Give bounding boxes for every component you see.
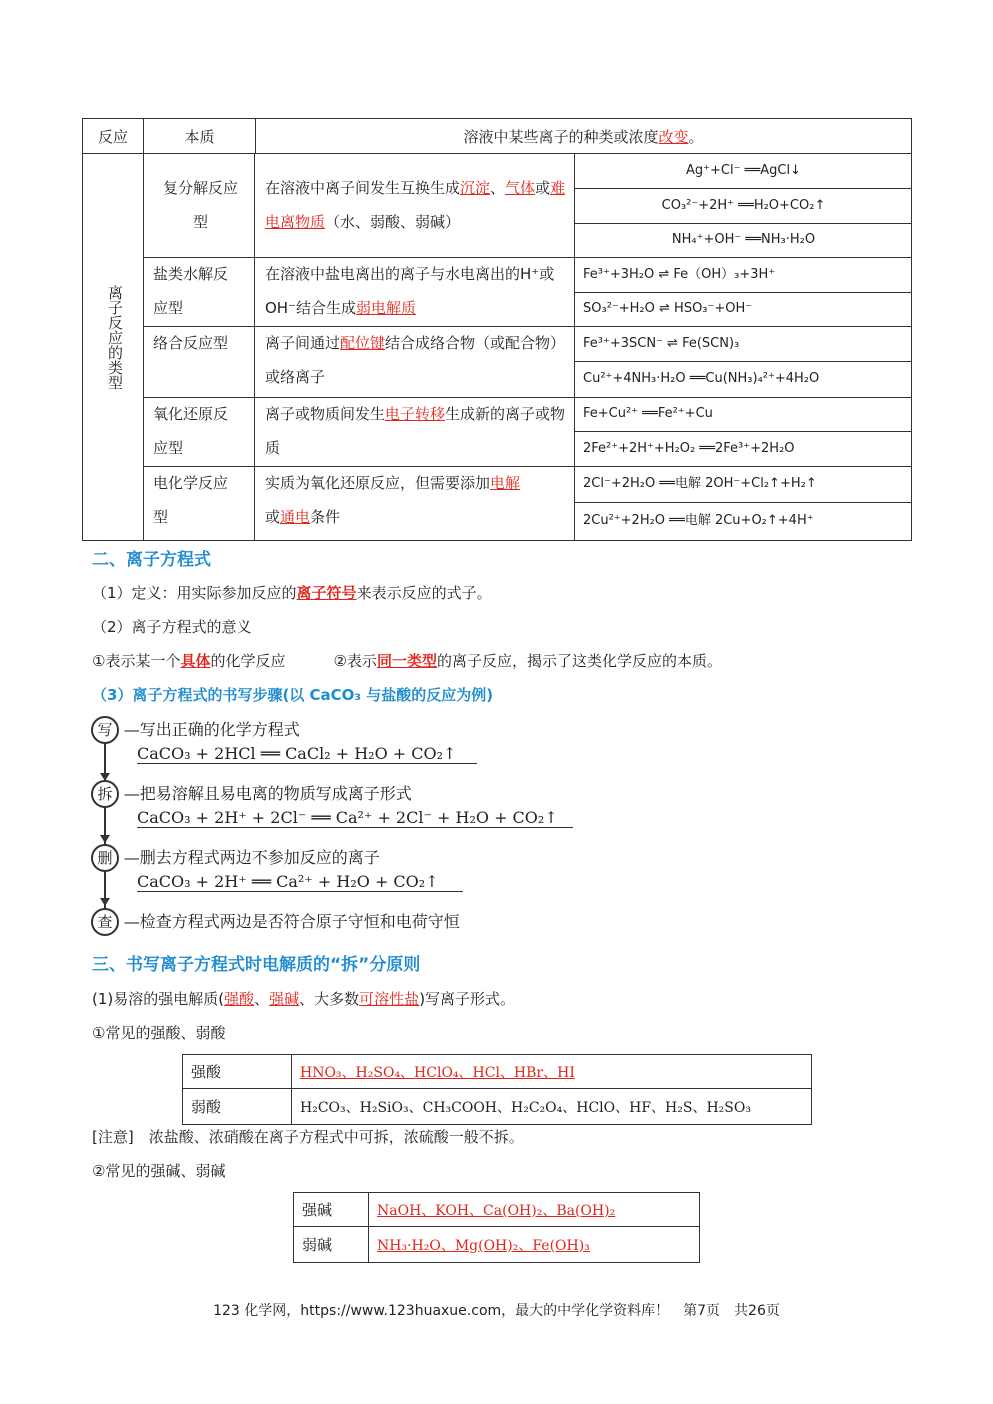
strong-acids: HNO₃、H₂SO₄、HClO₄、HCl、HBr、HI xyxy=(292,1055,812,1089)
step-equation: CaCO₃ + 2H⁺ ══ Ca²⁺ + H₂O + CO₂↑ xyxy=(137,872,463,892)
step-check: 查 —检查方程式两边是否符合原子守恒和电荷守恒 xyxy=(91,908,460,936)
acid-label: 强酸 xyxy=(183,1055,292,1089)
weak-acids: H₂CO₃、H₂SiO₃、CH₃COOH、H₂C₂O₄、HClO、HF、H₂S、H₂SO₃ xyxy=(292,1089,812,1125)
note-line: [注意] 浓盐酸、浓硝酸在离子方程式中可拆，浓硫酸一般不拆。 xyxy=(92,1128,524,1146)
eq-row: 2Cl⁻+2H₂O ══电解 2OH⁻+Cl₂↑+H₂↑ xyxy=(583,476,817,491)
eq-row: Cu²⁺+4NH₃·H₂O ══Cu(NH₃)₄²⁺+4H₂O xyxy=(583,371,820,386)
step-write: 写 —写出正确的化学方程式 CaCO₃ + 2HCl ══ CaCl₂ + H₂O + CO₂↑ xyxy=(91,716,477,764)
page-footer: 123 化学网，https://www.123huaxue.com，最大的中学化学资料库！ 第7页 共26页 xyxy=(213,1303,780,1319)
eq-row: Fe³⁺+3H₂O ⇌ Fe（OH）₃+3H⁺ xyxy=(583,267,776,282)
desc-redox: 离子或物质间发生电子转移生成新的离子或物质 xyxy=(265,405,566,457)
strong-bases: NaOH、KOH、Ca(OH)₂、Ba(OH)₂ xyxy=(369,1193,700,1227)
step-equation: CaCO₃ + 2HCl ══ CaCl₂ + H₂O + CO₂↑ xyxy=(137,744,477,764)
desc-electrochem: 实质为氧化还原反应，但需要添加电解 或通电条件 xyxy=(265,474,521,526)
step-mark: 写 xyxy=(91,716,119,744)
principle-line: (1)易溶的强电解质(强酸、强碱、大多数可溶性盐)写离子形式。 xyxy=(92,990,516,1008)
type-redox: 氧化还原反 应型 xyxy=(153,405,229,457)
section3-heading: 三、书写离子方程式时电解质的“拆”分原则 xyxy=(92,955,421,975)
step-mark: 查 xyxy=(91,908,119,936)
reaction-types-table xyxy=(82,118,912,154)
eq-row: NH₄⁺+OH⁻ ══NH₃·H₂O xyxy=(671,232,816,247)
reaction-types-body xyxy=(82,153,912,541)
header-essence: 本质 xyxy=(144,119,256,154)
step-split: 拆 —把易溶解且易电离的物质写成离子形式 CaCO₃ + 2H⁺ + 2Cl⁻ ══ Ca²⁺ + 2Cl⁻ + H₂O + CO₂↑ xyxy=(91,780,573,828)
side-label: 离子反应的类型 xyxy=(106,285,124,390)
type-metathesis: 复分解反应 型 xyxy=(162,179,238,231)
header-essence-desc: 溶液中某些离子的种类或浓度改变。 xyxy=(256,119,912,154)
desc-complex: 离子间通过配位键结合成络合物（或配合物）或络离子 xyxy=(265,334,566,386)
step-mark: 删 xyxy=(91,844,119,872)
bases-table xyxy=(293,1192,700,1263)
step-delete: 删 —删去方程式两边不参加反应的离子 CaCO₃ + 2H⁺ ══ Ca²⁺ + H₂O + CO₂↑ xyxy=(91,844,463,892)
steps-heading: （3）离子方程式的书写步骤(以 CaCO₃ 与盐酸的反应为例) xyxy=(92,686,494,704)
meaning-heading: （2）离子方程式的意义 xyxy=(92,618,252,636)
bases-heading: ②常见的强碱、弱碱 xyxy=(92,1162,226,1180)
weak-bases: NH₃·H₂O、Mg(OH)₂、Fe(OH)₃ xyxy=(369,1227,700,1263)
eq-row: Ag⁺+Cl⁻ ══AgCl↓ xyxy=(686,163,801,178)
type-complex: 络合反应型 xyxy=(153,334,229,352)
step-equation: CaCO₃ + 2H⁺ + 2Cl⁻ ══ Ca²⁺ + 2Cl⁻ + H₂O + CO₂↑ xyxy=(137,808,573,828)
eq-row: Fe+Cu²⁺ ══Fe²⁺+Cu xyxy=(583,406,713,421)
desc-metathesis: 在溶液中离子间发生互换生成沉淀、气体或难电离物质（水、弱酸、弱碱） xyxy=(265,179,566,231)
eq-row: 2Fe²⁺+2H⁺+H₂O₂ ══2Fe³⁺+2H₂O xyxy=(583,441,795,456)
type-hydrolysis: 盐类水解反 应型 xyxy=(153,265,229,317)
base-label: 弱碱 xyxy=(294,1227,369,1263)
eq-row: CO₃²⁻+2H⁺ ══H₂O+CO₂↑ xyxy=(661,198,826,213)
header-reaction: 反应 xyxy=(83,119,144,154)
desc-hydrolysis: 在溶液中盐电离出的离子与水电离出的H⁺或 OH⁻结合生成弱电解质 xyxy=(265,265,555,317)
definition-line: （1）定义：用实际参加反应的离子符号来表示反应的式子。 xyxy=(92,584,492,602)
meaning-line: ①表示某一个具体的化学反应 ②表示同一类型的离子反应，揭示了这类化学反应的本质。 xyxy=(92,652,722,670)
acids-table xyxy=(182,1054,812,1125)
side-label-cell xyxy=(83,153,144,540)
section2-heading: 二、离子方程式 xyxy=(92,550,211,570)
eq-row: 2Cu²⁺+2H₂O ══电解 2Cu+O₂↑+4H⁺ xyxy=(583,513,814,528)
eq-row: Fe³⁺+3SCN⁻ ⇌ Fe(SCN)₃ xyxy=(583,336,740,351)
acid-label: 弱酸 xyxy=(183,1089,292,1125)
arrow-down-icon xyxy=(100,898,110,906)
eq-row: SO₃²⁻+H₂O ⇌ HSO₃⁻+OH⁻ xyxy=(583,301,753,316)
arrow-down-icon xyxy=(100,835,110,843)
type-electrochem: 电化学反应 型 xyxy=(153,474,229,526)
acids-heading: ①常见的强酸、弱酸 xyxy=(92,1024,226,1042)
base-label: 强碱 xyxy=(294,1193,369,1227)
step-mark: 拆 xyxy=(91,780,119,808)
